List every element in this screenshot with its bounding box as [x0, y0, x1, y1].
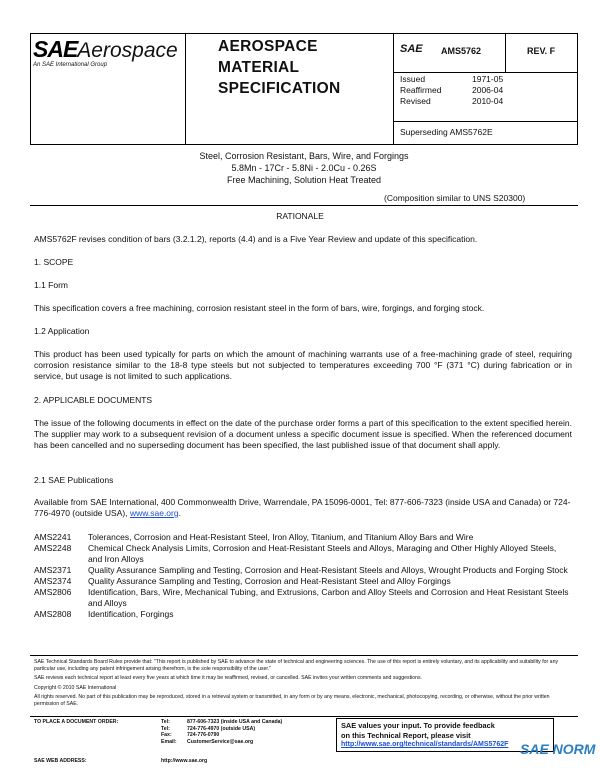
- application-text: This product has been used typically for parts on which the amount of machining warrants use of a free-machining grade of steel, requiring corrosion resistance similar to the 18-8 type steels but not subjected to temperatures exceeding 700 °F (371 °C) during fabrication or in service, but usage is not limited to such applications.: [34, 349, 572, 381]
- reference-item: [34, 587, 572, 609]
- title-divider: [30, 205, 578, 206]
- spec-title-line: MATERIAL: [218, 59, 300, 76]
- header-divider: [185, 34, 186, 144]
- reference-item: [34, 543, 572, 565]
- header-divider: [393, 72, 577, 73]
- contact-value: 724-776-0790: [187, 732, 220, 739]
- availability-text: Available from SAE International, 400 Commonwealth Drive, Warrendale, PA 15096-0001, Tel: 877-606-7323 (inside USA and Canada) or 724-776-4970 (outside USA), www.sae.org.: [34, 497, 571, 518]
- form-heading: 1.1 Form: [34, 280, 69, 290]
- contact-value: 724-776-4970 (outside USA): [187, 725, 256, 732]
- reference-description: Identification, Forgings: [88, 609, 174, 619]
- rules-text: SAE Technical Standards Board Rules provide that: "This report is published by SAE to advance the state of technical and engineering sciences. The use of this report is entirely voluntary, and its applicability and suitability for any particular use, including any patent infringement arising therefrom, is the sole responsibility of the user.": [34, 659, 559, 672]
- contact-value[interactable]: CustomerService@sae.org: [187, 738, 254, 745]
- revision-label: REV. F: [527, 46, 556, 56]
- document-id: AMS5762: [441, 46, 482, 56]
- reference-code: AMS2371: [34, 565, 72, 575]
- contact-label: Email:: [161, 738, 177, 745]
- copyright-text: Copyright © 2010 SAE International: [34, 684, 117, 691]
- date-label: Revised: [400, 96, 431, 106]
- reference-item: [34, 532, 572, 543]
- feedback-line: SAE values your input. To provide feedback: [341, 721, 495, 730]
- header-divider: [393, 121, 577, 122]
- small-sae-logo: SAE: [400, 43, 423, 55]
- reference-code: AMS2241: [34, 532, 72, 542]
- sae-aerospace-logo: [33, 36, 178, 63]
- superseding-note: Superseding AMS5762E: [400, 127, 493, 137]
- logo-aerospace-text: Aerospace: [77, 39, 178, 62]
- applicable-documents-heading: 2. APPLICABLE DOCUMENTS: [34, 395, 153, 405]
- review-text: SAE reviews each technical report at least every five years at which time it may be reaffirmed, revised, or cancelled. SAE invites your written comments and suggestions.: [34, 675, 422, 682]
- form-text: This specification covers a free machining, corrosion resistant steel in the form of bars, wire, forgings, and forging stock.: [34, 303, 485, 313]
- reference-code: AMS2374: [34, 576, 72, 586]
- logo-sae-text: SAE: [33, 36, 78, 62]
- spec-title-line: SPECIFICATION: [218, 80, 341, 97]
- sae-publications-heading: 2.1 SAE Publications: [34, 475, 114, 485]
- reference-item: [34, 576, 572, 587]
- date-value: 2010-04: [472, 96, 504, 106]
- date-label: Issued: [400, 74, 426, 84]
- issue-dates: [400, 74, 520, 107]
- material-title: [30, 150, 578, 186]
- order-label: TO PLACE A DOCUMENT ORDER:: [34, 719, 119, 725]
- feedback-line: on this Technical Report, please visit: [341, 730, 471, 740]
- rationale-heading: RATIONALE: [276, 211, 324, 221]
- logo-subtitle: An SAE International Group: [33, 62, 108, 68]
- header-divider: [393, 34, 394, 144]
- composition-note: (Composition similar to UNS S20300): [384, 193, 526, 203]
- footer-divider: [30, 655, 578, 656]
- material-title-line: 5.8Mn - 17Cr - 5.8Ni - 2.0Cu - 0.26S: [231, 163, 377, 173]
- spec-title-line: AEROSPACE: [218, 38, 318, 55]
- sae-norm-watermark: SAE NORM: [520, 741, 596, 757]
- applicable-documents-text: The issue of the following documents in effect on the date of the purchase order forms a part of this specification to the extent specified herein. The supplier may work to a subsequent revision of a document unless a specific document issue is specified. When the referenced document has been cancelled and no superseding document has been specified, the last published issue of that document shall apply.: [34, 418, 572, 450]
- order-contacts: [161, 719, 331, 745]
- date-value: 1971-05: [472, 74, 504, 84]
- material-title-line: Steel, Corrosion Resistant, Bars, Wire, and Forgings: [199, 151, 409, 161]
- reference-code: AMS2248: [34, 543, 72, 553]
- spec-title: [218, 36, 340, 99]
- reference-description: Chemical Check Analysis Limits, Corrosion and Heat-Resistant Steels and Alloys, Maraging and Other Highly Alloyed Steels, and Iron Alloys: [88, 543, 557, 564]
- reference-item: [34, 609, 572, 620]
- application-heading: 1.2 Application: [34, 326, 90, 336]
- reference-description: Identification, Bars, Wire, Mechanical Tubing, and Extrusions, Carbon and Alloy Steels and Corrosion and Heat Resistant Steels and Alloys: [88, 587, 569, 608]
- date-value: 2006-04: [472, 85, 504, 95]
- header-divider: [505, 34, 506, 72]
- reference-item: [34, 565, 572, 576]
- footer-divider: [30, 716, 578, 717]
- scope-heading: 1. SCOPE: [34, 257, 74, 267]
- feedback-link[interactable]: http://www.sae.org/technical/standards/AMS5762F: [341, 741, 509, 748]
- web-address-value[interactable]: http://www.sae.org: [161, 758, 208, 764]
- contact-label: Tel:: [161, 719, 170, 725]
- date-label: Reaffirmed: [400, 85, 442, 95]
- rationale-text: AMS5762F revises condition of bars (3.2.1.2), reports (4.4) and is a Five Year Review and update of this specification.: [34, 234, 478, 244]
- reference-description: Tolerances, Corrosion and Heat-Resistant Steel, Iron Alloy, Titanium, and Titanium Alloy Bars and Wire: [88, 532, 474, 542]
- reference-list: [34, 532, 572, 620]
- contact-label: Tel:: [161, 725, 170, 732]
- contact-value: 877-606-7323 (inside USA and Canada): [187, 719, 283, 725]
- material-title-line: Free Machining, Solution Heat Treated: [226, 175, 382, 185]
- reference-code: AMS2806: [34, 587, 72, 597]
- web-address-label: SAE WEB ADDRESS:: [34, 758, 87, 764]
- sae-website-link[interactable]: www.sae.org: [129, 508, 179, 518]
- reference-description: Quality Assurance Sampling and Testing, Corrosion and Heat-Resistant Steels and Alloys, Wrought Products and Forging Stock: [88, 565, 568, 575]
- availability-sentence: Available from SAE International, 400 Commonwealth Drive, Warrendale, PA 15096-0001, Tel: 877-606-7323 (inside USA and Canada) or 724-776-4970 (outside USA),: [34, 497, 571, 518]
- rights-text: All rights reserved. No part of this publication may be reproduced, stored in a retrieval system or transmitted, in any form or by any means, electronic, mechanical, photocopying, recording, or otherwise, without the prior written permission of SAE.: [34, 694, 550, 707]
- reference-description: Quality Assurance Sampling and Testing, Corrosion and Heat-Resistant Steel and Alloy Forgings: [88, 576, 451, 586]
- contact-label: Fax:: [161, 732, 172, 739]
- reference-code: AMS2808: [34, 609, 72, 619]
- footer-legal: [34, 659, 574, 708]
